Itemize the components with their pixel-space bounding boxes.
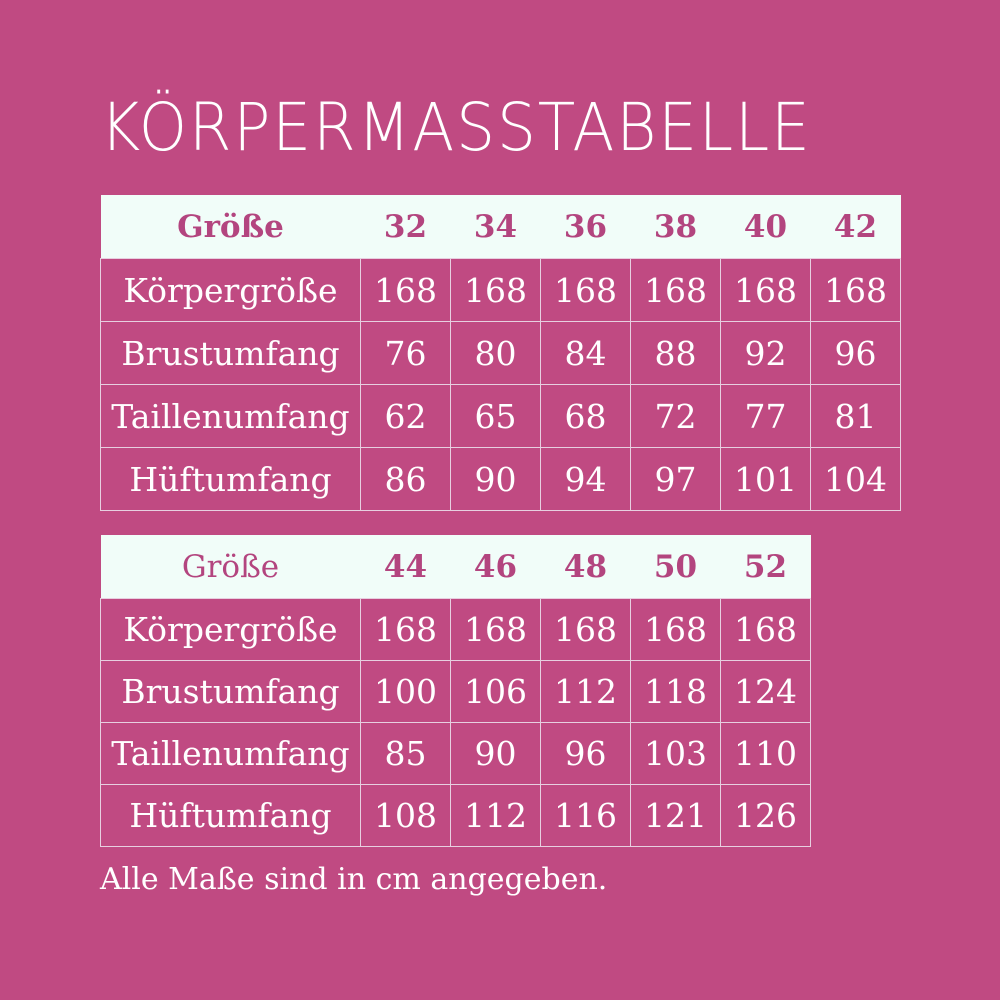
table-row (101, 385, 901, 448)
size-header-cell: 42 (811, 195, 901, 259)
table-cell: 77 (721, 385, 811, 448)
size-header-cell: 50 (631, 535, 721, 599)
table-cell: 121 (631, 785, 721, 847)
row-label: Taillenumfang (101, 385, 361, 448)
table-cell: 118 (631, 661, 721, 723)
table-cell: 100 (361, 661, 451, 723)
row-label: Hüftumfang (101, 785, 361, 847)
table-cell: 84 (541, 322, 631, 385)
table-cell: 76 (361, 322, 451, 385)
table-cell: 101 (721, 448, 811, 511)
table-cell: 168 (721, 259, 811, 322)
table-cell: 116 (541, 785, 631, 847)
table-cell: 90 (451, 448, 541, 511)
table-row (101, 661, 811, 723)
row-label: Brustumfang (101, 661, 361, 723)
size-header-cell: 40 (721, 195, 811, 259)
table-header-row (101, 535, 811, 599)
table-cell: 90 (451, 723, 541, 785)
table-cell: 168 (541, 259, 631, 322)
table-cell: 72 (631, 385, 721, 448)
table-cell: 110 (721, 723, 811, 785)
table-cell: 86 (361, 448, 451, 511)
footnote: Alle Maße sind in cm angegeben. (100, 862, 608, 897)
table-row (101, 785, 811, 847)
size-header-label: Größe (101, 535, 361, 599)
row-label: Taillenumfang (101, 723, 361, 785)
table-cell: 68 (541, 385, 631, 448)
size-header-cell: 46 (451, 535, 541, 599)
table-cell: 124 (721, 661, 811, 723)
table-cell: 81 (811, 385, 901, 448)
table-cell: 103 (631, 723, 721, 785)
size-header-cell: 44 (361, 535, 451, 599)
row-label: Brustumfang (101, 322, 361, 385)
table-cell: 108 (361, 785, 451, 847)
table-cell: 62 (361, 385, 451, 448)
table-cell: 96 (811, 322, 901, 385)
table-cell: 168 (811, 259, 901, 322)
size-header-cell: 34 (451, 195, 541, 259)
table-row (101, 322, 901, 385)
table-cell: 112 (451, 785, 541, 847)
table-cell: 168 (361, 599, 451, 661)
size-table-2 (100, 535, 811, 847)
size-header-cell: 52 (721, 535, 811, 599)
table-cell: 168 (541, 599, 631, 661)
table-cell: 104 (811, 448, 901, 511)
table-cell: 126 (721, 785, 811, 847)
table-row (101, 599, 811, 661)
row-label: Körpergröße (101, 259, 361, 322)
page-title: KÖRPERMASSTABELLE (100, 89, 812, 166)
table-cell: 168 (451, 259, 541, 322)
row-label: Hüftumfang (101, 448, 361, 511)
size-header-cell: 36 (541, 195, 631, 259)
table-row (101, 448, 901, 511)
table-cell: 168 (721, 599, 811, 661)
table-cell: 85 (361, 723, 451, 785)
table-cell: 106 (451, 661, 541, 723)
size-header-cell: 32 (361, 195, 451, 259)
table-cell: 168 (361, 259, 451, 322)
table-cell: 96 (541, 723, 631, 785)
table-cell: 80 (451, 322, 541, 385)
table-cell: 65 (451, 385, 541, 448)
table-row (101, 723, 811, 785)
table-cell: 168 (451, 599, 541, 661)
table-cell: 88 (631, 322, 721, 385)
table-cell: 97 (631, 448, 721, 511)
size-header-label: Größe (101, 195, 361, 259)
table-header-row (101, 195, 901, 259)
size-header-cell: 48 (541, 535, 631, 599)
table-cell: 94 (541, 448, 631, 511)
table-cell: 168 (631, 259, 721, 322)
table-cell: 168 (631, 599, 721, 661)
table-row (101, 259, 901, 322)
table-cell: 92 (721, 322, 811, 385)
size-header-cell: 38 (631, 195, 721, 259)
row-label: Körpergröße (101, 599, 361, 661)
table-cell: 112 (541, 661, 631, 723)
size-table-1 (100, 195, 901, 511)
